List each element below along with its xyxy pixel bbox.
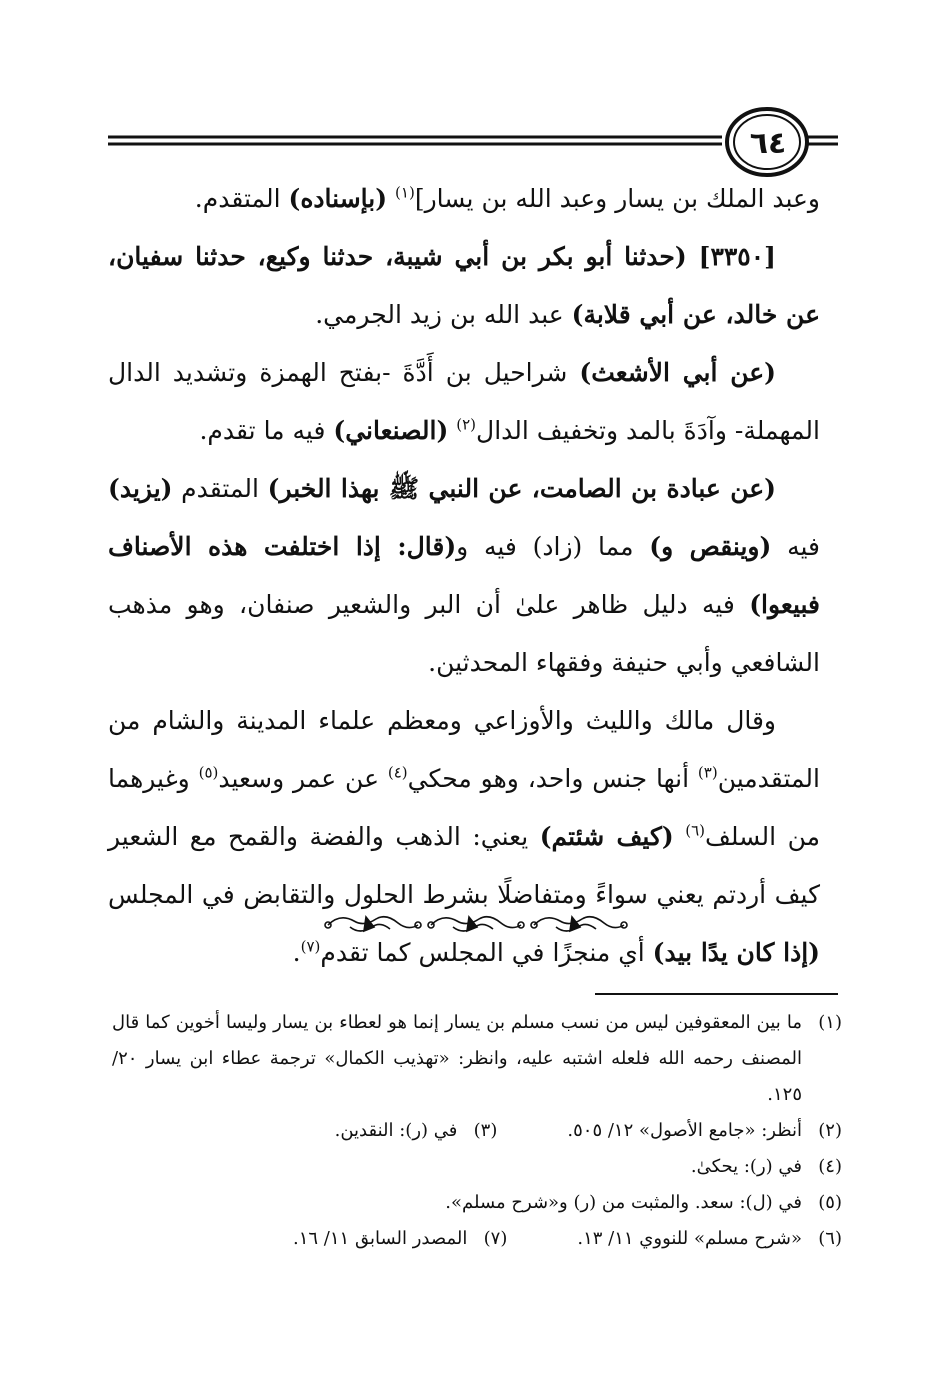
footnote-row <box>112 1113 842 1149</box>
footnote-5 <box>112 1185 842 1221</box>
footnote-1 <box>112 1005 842 1113</box>
text-run: المتقدم <box>172 474 268 503</box>
bold-run: (عن عبادة بن الصامت، عن النبي ﷺ بهذا الخبر) <box>267 474 777 503</box>
footnote-text: «شرح مسلم» للنووي ١١/ ١٣. <box>577 1228 802 1249</box>
footnote-ref: (١) <box>395 183 415 202</box>
footnote-text: في (ر): النقدين. <box>334 1120 458 1141</box>
footnote-number: (٢) <box>818 1120 842 1141</box>
footnote-row <box>112 1221 842 1257</box>
footnote-ref: (٣) <box>697 763 718 782</box>
paragraph-2 <box>108 228 820 344</box>
footnote-number: (١) <box>818 1012 842 1033</box>
footnotes <box>112 1005 842 1257</box>
text-run: وعبد الملك بن يسار وعبد الله بن يسار] <box>414 184 820 213</box>
text-run: أي منجزًا في المجلس كما تقدم <box>320 938 653 967</box>
text-run: عن عمر وسعيد <box>218 764 388 793</box>
text-run: يعني: الذهب والفضة والقمح مع الشعير كيف أردتم يعني سواءً ومتفاضلًا بشرط الحلول والتقابض في المجلس <box>108 822 820 909</box>
text-run: مما (زاد) فيه و <box>456 532 650 561</box>
paragraph-4 <box>108 460 820 692</box>
ornament-motif <box>428 917 524 931</box>
footnote-text: في (ل): سعد. والمثبت من (ر) و«شرح مسلم». <box>445 1192 802 1213</box>
footnote-separator <box>595 993 838 995</box>
page-header <box>0 0 948 190</box>
ornament-divider <box>320 905 630 945</box>
bold-run: (عن أبي الأشعث) <box>579 358 776 387</box>
text-run: وغيرهما من السلف <box>108 764 821 851</box>
paragraph-3 <box>108 344 820 460</box>
bold-run: (كيف شئتم) <box>539 822 674 851</box>
text-run: المتقدم. <box>194 184 289 213</box>
text-run: فيه <box>771 532 820 561</box>
footnote-number: (٦) <box>818 1228 842 1249</box>
footnote-6 <box>577 1221 842 1257</box>
footnote-ref: (٦) <box>685 821 706 840</box>
footnote-ref: (٤) <box>387 763 408 782</box>
ornament-motif <box>531 917 627 931</box>
bold-run: [٣٣٥٠] (حدثنا أبو بكر بن أبي شيبة، حدثنا وكيع، حدثنا سفيان، عن خالد، عن أبي قلابة) <box>108 242 820 329</box>
footnote-text: المصدر السابق ١١/ ١٦. <box>293 1228 468 1249</box>
paragraph-1 <box>108 170 820 228</box>
text-run: وقال مالك والليث والأوزاعي ومعظم علماء المدينة والشام من المتقدمين <box>108 706 820 793</box>
bold-run: (وينقص و) <box>649 532 772 561</box>
bold-run: (إذا كان يدًا بيد) <box>652 938 820 967</box>
main-text <box>108 170 820 982</box>
text-run: عبد الله بن زيد الجرمي. <box>315 300 572 329</box>
text-run: أنها جنس واحد، وهو محكي <box>407 764 698 793</box>
footnote-number: (٤) <box>818 1156 842 1177</box>
text-run: . <box>292 938 301 967</box>
footnote-ref: (٥) <box>198 763 219 782</box>
footnote-4 <box>112 1149 842 1185</box>
footnote-number: (٧) <box>483 1228 508 1249</box>
footnote-text: ما بين المعقوفين ليس من نسب مسلم بن يسار إنما هو لعطاء بن يسار وليسا أخوين كما قال المصنف رحمه الله فلعله اشتبه عليه، وانظر: «تهذيب الكمال» ترجمة عطاء ابن يسار ٢٠/ ١٢٥. <box>112 1012 802 1105</box>
footnote-7 <box>293 1221 507 1257</box>
page-number: ٦٤ <box>749 125 787 161</box>
footnote-number: (٥) <box>818 1192 842 1213</box>
footnote-text: أنظر: «جامع الأصول» ١٢/ ٥٠٥. <box>567 1120 802 1141</box>
text-run <box>387 184 395 213</box>
footnote-ref: (٧) <box>300 937 321 956</box>
bold-run: (قال: إذا اختلفت هذه الأصناف فبيعوا) <box>108 532 820 619</box>
footnote-text: في (ر): يحكىٰ. <box>690 1156 802 1177</box>
bold-run: (يزيد) <box>108 474 173 503</box>
text-run: فيه ما تقدم. <box>199 416 334 445</box>
header-rule <box>0 0 948 190</box>
ornament-motif <box>325 917 421 931</box>
text-run: شراحيل بن أَدَّةَ -بفتح الهمزة وتشديد الدال المهملة- وآدَةَ بالمد وتخفيف الدال <box>108 358 820 445</box>
text-run <box>674 822 686 851</box>
bold-run: (الصنعاني) <box>333 416 449 445</box>
footnote-ref: (٢) <box>456 415 477 434</box>
footnote-3 <box>335 1113 498 1149</box>
footnote-2 <box>567 1113 842 1149</box>
bold-run: (بإسناده) <box>288 184 388 213</box>
footnote-number: (٣) <box>473 1120 498 1141</box>
text-run: فيه دليل ظاهر علىٰ أن البر والشعير صنفان، وهو مذهب الشافعي وأبي حنيفة وفقهاء المحدثين. <box>108 590 820 677</box>
